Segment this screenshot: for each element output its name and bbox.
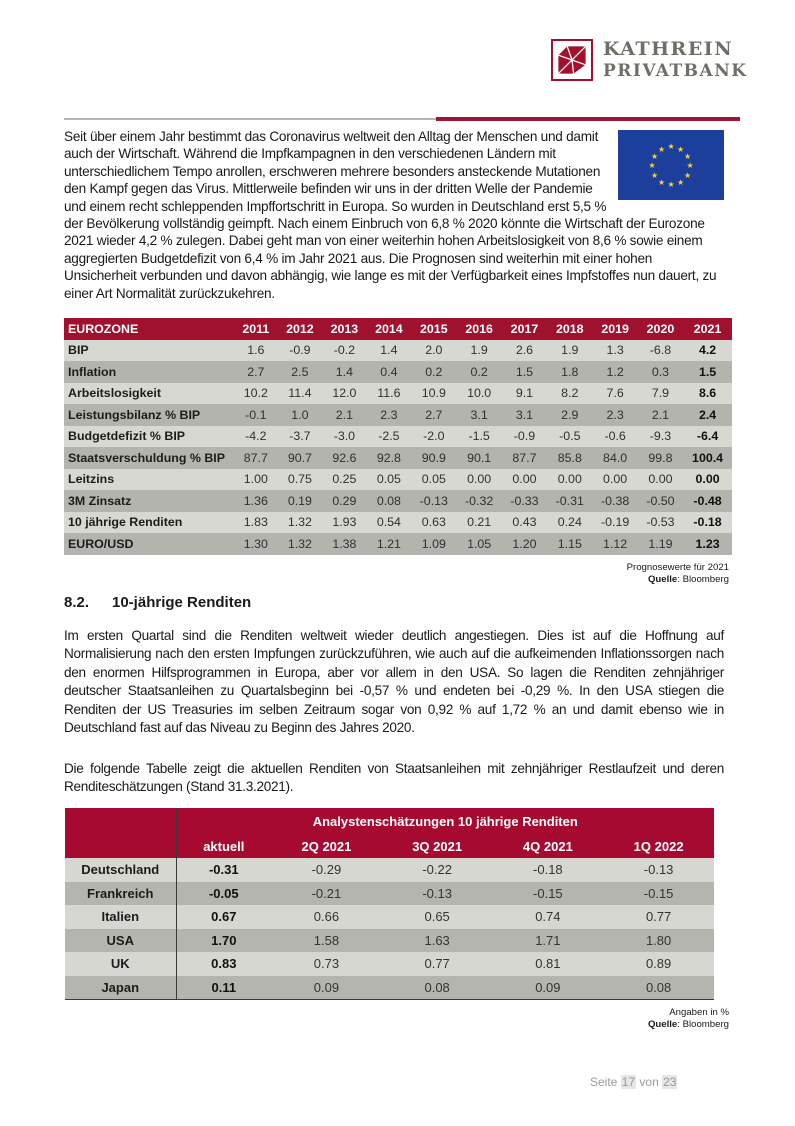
cell: 0.43 (502, 512, 547, 534)
current-yield: 0.11 (176, 976, 271, 1000)
cell: 0.81 (493, 952, 604, 976)
source-value: : Bloomberg (677, 573, 729, 585)
cell: 1.05 (456, 533, 501, 555)
table-row (65, 976, 714, 1000)
header-cell: 2020 (638, 318, 683, 340)
forecast-cell: -0.18 (683, 512, 732, 534)
cell: 2.7 (411, 404, 456, 426)
cell: 2.6 (502, 340, 547, 362)
row-label: Leitzins (64, 469, 234, 491)
cell: -0.15 (603, 882, 714, 906)
header-cell: 2016 (456, 318, 501, 340)
logo-line1: KATHREIN (603, 38, 734, 60)
current-yield: -0.31 (176, 858, 271, 882)
cell: 1.0 (278, 404, 323, 426)
header-cell: 2018 (547, 318, 592, 340)
cell: 1.6 (234, 340, 278, 362)
cell: 1.30 (234, 533, 278, 555)
cell: -0.21 (271, 882, 382, 906)
cell: 0.09 (271, 976, 382, 1000)
page-total: 23 (663, 1075, 677, 1089)
table-row (64, 490, 732, 512)
cell: 1.63 (382, 929, 493, 953)
header-cell: 2019 (592, 318, 637, 340)
cell: 0.19 (278, 490, 323, 512)
cell: -0.9 (278, 340, 323, 362)
cell: 85.8 (547, 447, 592, 469)
forecast-cell: 8.6 (683, 383, 732, 405)
header-cell: 2014 (367, 318, 412, 340)
table-row (64, 383, 732, 405)
gem-logo-icon (551, 39, 593, 81)
forecast-note: Prognosewerte für 2021 (626, 562, 729, 573)
cell: -0.18 (493, 858, 604, 882)
intro-text: Seit über einem Jahr bestimmt das Coronavirus weltweit den Alltag der Menschen und damit auch der Wirtschaft. Während die Impfkampagnen in den verschiedenen Ländern mit unterschiedlichem Tempo anrollen, erschweren mehrere besonders ansteckende Mutationen den Kampf gegen das Virus. Mittlerweile befinden wir uns in der dritten Welle der Pandemie und einem recht schleppenden Impffortschritt in Europa. So wurden in Deutschland erst 5,5 % der Bevölkerung vollständig geimpft. Nach einem Einbruch von 6,8 % 2020 könnte die Wirtschaft der Eurozone 2021 wieder 4,2 % zulegen. Dabei geht man von einer weiterhin hohen Arbeitslosigkeit von 8,6 % sowie einem aggregierten Budgetdefizit von 6,4 % im Jahr 2021 aus. Die Prognosen sind weiterhin mit einer hohen Unsicherheit verbunden und davon abhängig, wie lange es mit der Verfügbarkeit eines Impfstoffes nun dauert, zu einer Art Normalität zurückzukehren. (64, 129, 717, 301)
cell: 1.3 (592, 340, 637, 362)
cell: -0.53 (638, 512, 683, 534)
column-header: 2Q 2021 (271, 834, 382, 858)
cell: 0.89 (603, 952, 714, 976)
cell: -3.0 (322, 426, 367, 448)
country-label: Frankreich (65, 882, 176, 906)
table-row (65, 929, 714, 953)
cell: 90.7 (278, 447, 323, 469)
forecast-cell: -0.48 (683, 490, 732, 512)
cell: 2.1 (322, 404, 367, 426)
cell: 0.3 (638, 361, 683, 383)
cell: 1.20 (502, 533, 547, 555)
table-row (64, 447, 732, 469)
cell: 10.2 (234, 383, 278, 405)
forecast-cell: 1.23 (683, 533, 732, 555)
page-of: von (639, 1075, 659, 1089)
cell: 3.1 (502, 404, 547, 426)
header-divider-grey (64, 118, 436, 120)
forecast-cell: 0.00 (683, 469, 732, 491)
cell: 1.32 (278, 512, 323, 534)
forecast-cell: 2.4 (683, 404, 732, 426)
cell: 0.05 (367, 469, 412, 491)
cell: 2.9 (547, 404, 592, 426)
row-label: 3M Zinsatz (64, 490, 234, 512)
cell: 0.4 (367, 361, 412, 383)
cell: 0.08 (603, 976, 714, 1000)
table-row (65, 858, 714, 882)
cell: 0.29 (322, 490, 367, 512)
forecast-cell: 1.5 (683, 361, 732, 383)
cell: 2.5 (278, 361, 323, 383)
cell: 1.09 (411, 533, 456, 555)
cell: 87.7 (502, 447, 547, 469)
table-row (64, 512, 732, 534)
cell: 1.5 (502, 361, 547, 383)
page-footer (590, 1075, 677, 1089)
cell: -2.5 (367, 426, 412, 448)
cell: 0.2 (411, 361, 456, 383)
cell: -0.38 (592, 490, 637, 512)
cell: 99.8 (638, 447, 683, 469)
row-label: Leistungsbilanz % BIP (64, 404, 234, 426)
cell: -0.5 (547, 426, 592, 448)
logo-line2: PRIVATBANK (603, 61, 748, 81)
cell: 1.4 (367, 340, 412, 362)
section-heading (64, 594, 251, 611)
cell: 9.1 (502, 383, 547, 405)
current-yield: -0.05 (176, 882, 271, 906)
cell: 0.2 (456, 361, 501, 383)
cell: 1.21 (367, 533, 412, 555)
header-cell: EUROZONE (64, 318, 234, 340)
cell: -1.5 (456, 426, 501, 448)
cell: 0.66 (271, 905, 382, 929)
country-label: Italien (65, 905, 176, 929)
forecast-cell: -6.4 (683, 426, 732, 448)
yield-group-header-row (65, 808, 714, 834)
intro-section (64, 128, 724, 302)
country-label: UK (65, 952, 176, 976)
column-header: 4Q 2021 (493, 834, 604, 858)
cell: -0.13 (411, 490, 456, 512)
table-row (64, 469, 732, 491)
cell: 0.63 (411, 512, 456, 534)
section-title-text: 10-jährige Renditen (112, 594, 252, 611)
cell: 1.38 (322, 533, 367, 555)
cell: 1.80 (603, 929, 714, 953)
cell: 0.77 (382, 952, 493, 976)
forecast-cell: 4.2 (683, 340, 732, 362)
cell: 0.74 (493, 905, 604, 929)
country-label: Deutschland (65, 858, 176, 882)
cell: -0.6 (592, 426, 637, 448)
column-header: 3Q 2021 (382, 834, 493, 858)
cell: 0.00 (502, 469, 547, 491)
table-row (64, 426, 732, 448)
cell: -0.2 (322, 340, 367, 362)
cell: 0.75 (278, 469, 323, 491)
cell: 0.05 (411, 469, 456, 491)
cell: 0.00 (547, 469, 592, 491)
cell: -0.1 (234, 404, 278, 426)
cell: -0.15 (493, 882, 604, 906)
cell: 1.83 (234, 512, 278, 534)
cell: 1.71 (493, 929, 604, 953)
cell: 1.15 (547, 533, 592, 555)
cell: 1.12 (592, 533, 637, 555)
body-paragraph: Die folgende Tabelle zeigt die aktuellen Renditen von Staatsanleihen mit zehnjähriger Restlaufzeit und deren Renditeschätzungen (Stand 31.3.2021). (64, 761, 724, 795)
row-label: Arbeitslosigkeit (64, 383, 234, 405)
source-value: : Bloomberg (677, 1018, 729, 1030)
table-row (65, 905, 714, 929)
cell: 90.1 (456, 447, 501, 469)
header-divider-red (436, 117, 740, 121)
source-note (648, 1019, 729, 1031)
cell: -0.50 (638, 490, 683, 512)
current-yield: 0.67 (176, 905, 271, 929)
cell: 1.32 (278, 533, 323, 555)
cell: -0.31 (547, 490, 592, 512)
header-cell: 2021 (683, 318, 732, 340)
cell: -4.2 (234, 426, 278, 448)
unit-note: Angaben in % (669, 1007, 729, 1018)
cell: 2.3 (592, 404, 637, 426)
page-number: 17 (621, 1075, 636, 1089)
cell: 0.24 (547, 512, 592, 534)
cell: 1.4 (322, 361, 367, 383)
yield-estimates-table (65, 808, 714, 1000)
eurozone-table-note (627, 562, 729, 585)
cell: 0.54 (367, 512, 412, 534)
table-row (64, 340, 732, 362)
header-cell: 2017 (502, 318, 547, 340)
cell: 0.00 (456, 469, 501, 491)
cell: 11.4 (278, 383, 323, 405)
cell: 0.77 (603, 905, 714, 929)
cell: 1.19 (638, 533, 683, 555)
cell: 1.93 (322, 512, 367, 534)
cell: 1.58 (271, 929, 382, 953)
current-yield: 0.83 (176, 952, 271, 976)
forecast-cell: 100.4 (683, 447, 732, 469)
cell: 0.21 (456, 512, 501, 534)
cell: 10.0 (456, 383, 501, 405)
cell: -0.32 (456, 490, 501, 512)
cell: 2.0 (411, 340, 456, 362)
cell: 90.9 (411, 447, 456, 469)
cell: 1.8 (547, 361, 592, 383)
eu-flag-icon: ★ ★ ★ ★ ★ ★ ★ ★ ★ ★ ★ ★ (618, 130, 724, 200)
group-header: Analystenschätzungen 10 jährige Renditen (176, 808, 714, 834)
source-label: Quelle (647, 1018, 678, 1030)
cell: 8.2 (547, 383, 592, 405)
section-number: 8.2. (64, 594, 90, 611)
cell: 92.6 (322, 447, 367, 469)
cell: 84.0 (592, 447, 637, 469)
eurozone-header-row (64, 318, 732, 340)
cell: 2.1 (638, 404, 683, 426)
cell: -0.13 (603, 858, 714, 882)
header-cell: 2015 (411, 318, 456, 340)
country-label: Japan (65, 976, 176, 1000)
cell: -0.22 (382, 858, 493, 882)
cell: 7.6 (592, 383, 637, 405)
cell: 0.00 (638, 469, 683, 491)
column-header: aktuell (176, 834, 271, 858)
cell: 7.9 (638, 383, 683, 405)
cell: 1.00 (234, 469, 278, 491)
cell: -0.29 (271, 858, 382, 882)
table-row (65, 882, 714, 906)
cell: -0.33 (502, 490, 547, 512)
row-label: EURO/USD (64, 533, 234, 555)
body-paragraph: Im ersten Quartal sind die Renditen weltweit wieder deutlich angestiegen. Dies ist auf die Hoffnung auf Normalisierung nach den ersten Impfungen zurückzuführen, wie auch auf die aufkeimenden Inflationssorgen nach den enormen Hilfsprogrammen in Europa, aber vor allem in den USA. So lagen die Renditen zehnjähriger deutscher Staatsanleihen zu Quartalsbeginn bei -0,57 % und endeten bei -0,29 %. In den USA stiegen die Renditen der US Treasuries im selben Zeitraum sogar von 0,92 % auf 1,72 % an und damit ebenso wie in Deutschland fast auf das Niveau zu Beginn des Jahres 2020. (64, 628, 724, 736)
country-label: USA (65, 929, 176, 953)
cell: -2.0 (411, 426, 456, 448)
header-cell: 2012 (278, 318, 323, 340)
table-row (64, 361, 732, 383)
row-label: 10 jährige Renditen (64, 512, 234, 534)
source-note (627, 574, 729, 586)
cell: -0.19 (592, 512, 637, 534)
cell: 0.08 (382, 976, 493, 1000)
cell: 10.9 (411, 383, 456, 405)
header-cell: 2011 (234, 318, 278, 340)
cell: 1.36 (234, 490, 278, 512)
cell: 3.1 (456, 404, 501, 426)
cell: 92.8 (367, 447, 412, 469)
cell: 0.09 (493, 976, 604, 1000)
cell: 11.6 (367, 383, 412, 405)
eurozone-table (64, 318, 732, 555)
cell: 0.73 (271, 952, 382, 976)
cell: 1.9 (456, 340, 501, 362)
row-label: Budgetdefizit % BIP (64, 426, 234, 448)
page-prefix: Seite (590, 1075, 618, 1089)
cell: 0.08 (367, 490, 412, 512)
corner-cell (65, 808, 176, 858)
row-label: BIP (64, 340, 234, 362)
cell: 2.3 (367, 404, 412, 426)
cell: -6.8 (638, 340, 683, 362)
row-label: Staatsverschuldung % BIP (64, 447, 234, 469)
source-label: Quelle (647, 573, 678, 585)
column-header: 1Q 2022 (603, 834, 714, 858)
kathrein-logo (551, 38, 748, 82)
cell: 0.65 (382, 905, 493, 929)
cell: 1.9 (547, 340, 592, 362)
cell: -0.13 (382, 882, 493, 906)
row-label: Inflation (64, 361, 234, 383)
cell: -0.9 (502, 426, 547, 448)
header-divider (64, 117, 740, 120)
cell: 87.7 (234, 447, 278, 469)
current-yield: 1.70 (176, 929, 271, 953)
cell: 2.7 (234, 361, 278, 383)
cell: -3.7 (278, 426, 323, 448)
cell: -9.3 (638, 426, 683, 448)
cell: 1.2 (592, 361, 637, 383)
cell: 0.00 (592, 469, 637, 491)
table-row (64, 404, 732, 426)
header-cell: 2013 (322, 318, 367, 340)
table-row (65, 952, 714, 976)
table-row (64, 533, 732, 555)
yield-table-note (648, 1007, 729, 1030)
cell: 12.0 (322, 383, 367, 405)
cell: 0.25 (322, 469, 367, 491)
